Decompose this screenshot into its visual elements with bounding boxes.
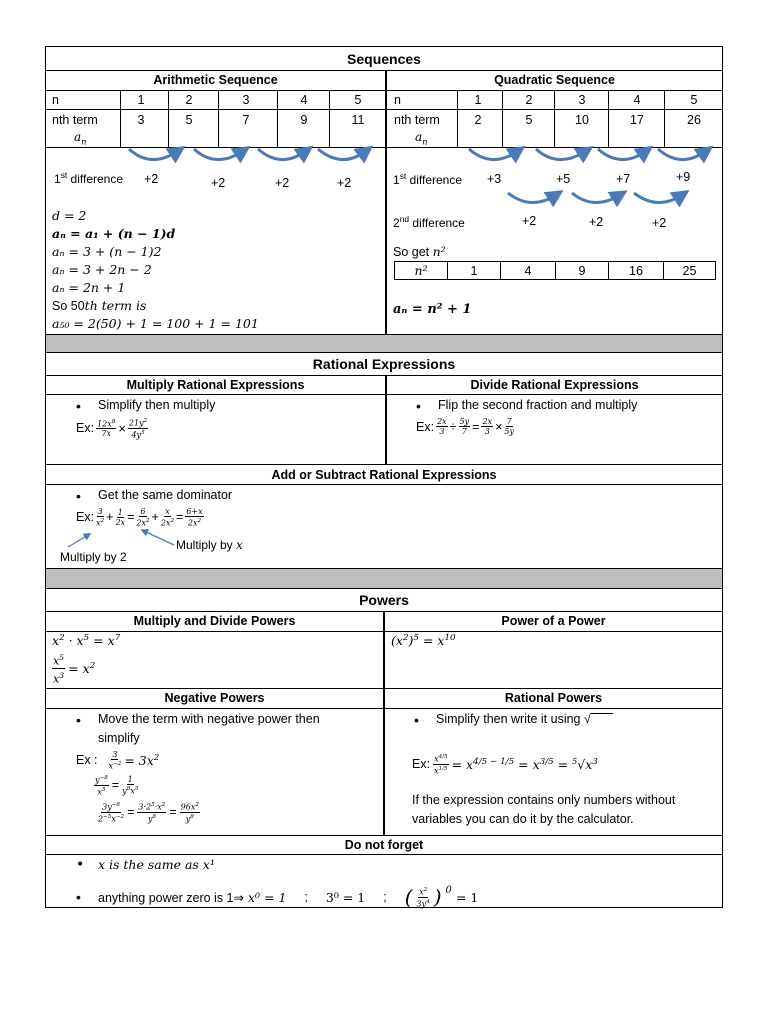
cheat-sheet: Sequences Arithmetic Sequence Quadratic Sequence n 1 2 3 4 5 nth term $a_n$ 3 5 7 9 11 n 1 2 3 4 5 nth term $a_n$ 2 5 10 17 26 1st difference +2 +2 +2 +2 d = 2 aₙ = a₁ + (n − 1)d aₙ = 3 + (n − 1)2 aₙ = 3 + 2n − 2 aₙ = 2n + 1 So 50th term is a₅₀ = 2(50) + 1 = 100 + 1 = 101 1st difference +3 +5 +7 +9 2nd difference +2 +2 +2 So get n² n² 1 4 9 16 25 aₙ = n² + 1 Rational Expressions Multiply Rational Expressions Divide Rational Expressions • Simplify then multiply Ex: $\frac{12x^8}{7x}$ × $\frac{21y^2}{4y^5}$ • Flip the second fraction and multiply Ex: $\frac{2x}{3}$ ÷ $\frac{5y}{7}$ = $\frac{2x}{3}$ × $\frac{7}{5y}$ Add or Subtract Rational Expressions • Get the same dominator Ex: $\frac{3}{x^2}$ + $\frac{1}{2x}$ = $\frac{6}{2x^2}$ + $\frac{x}{2x^2}$ = $\frac{6+x}{2x^2}$ Multiply by x Multiply by 2 Powers Multiply and Divide Powers Power of a Power $x^2 \cdot x^5 = x^7$ $\frac{x^5}{x^3}$ = $x^2$ $(x^2)^5 = x^{10}$ Negative Powers Rational Powers • Move the term with negative power then simplify Ex : $\frac{3}{x^{-2}}$ = $3x^2$ $\frac{y^{-8}}{x^5}$ = $\frac{1}{y^8x^5}$ $\frac{3y^{-8}}{2^{-5}x^{-2}}$ = $\frac{3\cdot 2^5\cdot x^2}{y^8}$ = $\frac{96x^2}{y^8}$ • Simplify then write it using √ Ex: $\frac{x^{4/5}}{x^{1/5}}$ = $x^{4/5 - 1/5} = x^{3/5} = ^5√x^3$ If the expression contains only numbers without variables you can do it by the calculator. Do not forget • x is the same as x¹ • anything power zero is 1⇒ x⁰ = 1 ; 3⁰ = 1 ; ( $\frac{x^2}{3y^4}$ ) $^0$ = 1 (45, 46, 723, 908)
n-squared-table: n² 1 4 9 16 25 (394, 261, 716, 280)
negative-example-1: Ex : $\frac{3}{x^{-2}}$ = $3x^2$ (76, 750, 160, 771)
quadratic-title: Quadratic Sequence (494, 73, 615, 87)
divide-rational-title: Divide Rational Expressions (470, 378, 639, 392)
multiply-bullet: • Simplify then multiply (98, 398, 215, 412)
divide-powers-rule: $\frac{x^5}{x^3}$ = $x^2$ (53, 653, 96, 686)
so-get-n2: So get n² (393, 244, 446, 259)
quad-second-difference-label: 2nd difference (393, 214, 465, 230)
arithmetic-work: d = 2 aₙ = a₁ + (n − 1)d aₙ = 3 + (n − 1)2 aₙ = 3 + 2n − 2 aₙ = 2n + 1 So 50th term is a₅₀ = 2(50) + 1 = 100 + 1 = 101 (52, 208, 259, 331)
quadratic-formula: aₙ = n² + 1 (393, 302, 472, 317)
forget-bullet-2: • anything power zero is 1⇒ x⁰ = 1 ; 3⁰ = 1 ; ( $\frac{x^2}{3y^4}$ ) $^0$ = 1 (98, 885, 478, 909)
rational-powers-title: Rational Powers (504, 691, 603, 705)
forget-bullet-1: • x is the same as x¹ (98, 857, 215, 872)
multiply-rational-title: Multiply Rational Expressions (126, 378, 305, 392)
multiply-example: Ex: $\frac{12x^8}{7x}$ × $\frac{21y^2}{4y^5}$ (76, 418, 148, 440)
negative-example-3: $\frac{3y^{-8}}{2^{-5}x^{-2}}$ = $\frac{3\cdot 2^5\cdot x^2}{y^8}$ = $\frac{96x^2}{y^8}$ (98, 802, 199, 824)
arithmetic-title: Arithmetic Sequence (153, 73, 278, 87)
multdiv-title: Multiply and Divide Powers (133, 614, 296, 628)
quad-first-difference-label: 1st difference (393, 171, 463, 187)
divide-example: Ex: $\frac{2x}{3}$ ÷ $\frac{5y}{7}$ = $\frac{2x}{3}$ × $\frac{7}{5y}$ (416, 417, 514, 436)
add-bullet: • Get the same dominator (98, 488, 232, 502)
powers-title: Powers (359, 592, 409, 608)
negative-powers-title: Negative Powers (164, 691, 265, 705)
rational-powers-example: Ex: $\frac{x^{4/5}}{x^{1/5}}$ = $x^{4/5 - 1/5} = x^{3/5} = ^5√x^3$ (412, 754, 598, 776)
multiply-by-x-note: Multiply by x (176, 538, 243, 552)
power-of-power-rule: $(x^2)^5 = x^{10}$ (391, 633, 456, 649)
add-example: Ex: $\frac{3}{x^2}$ + $\frac{1}{2x}$ = $\frac{6}{2x^2}$ + $\frac{x}{2x^2}$ = $\frac{6+x}{2x^2}$ (76, 507, 203, 528)
multiply-powers-rule: $x^2 \cdot x^5 = x^7$ (52, 633, 121, 649)
divide-bullet: • Flip the second fraction and multiply (438, 398, 637, 412)
negative-bullet: • Move the term with negative power then (98, 712, 320, 726)
negative-example-2: $\frac{y^{-8}}{x^5}$ = $\frac{1}{y^8x^5}$ (95, 774, 139, 797)
do-not-forget-title: Do not forget (344, 838, 424, 852)
multiply-by-2-note: Multiply by 2 (60, 550, 127, 564)
add-rational-title: Add or Subtract Rational Expressions (271, 468, 497, 482)
powpow-title: Power of a Power (501, 614, 606, 628)
rational-title: Rational Expressions (312, 356, 456, 372)
arith-first-difference-label: 1st difference (54, 170, 124, 186)
sequences-title: Sequences (347, 51, 421, 67)
rational-powers-bullet: • Simplify then write it using √ (436, 712, 613, 726)
